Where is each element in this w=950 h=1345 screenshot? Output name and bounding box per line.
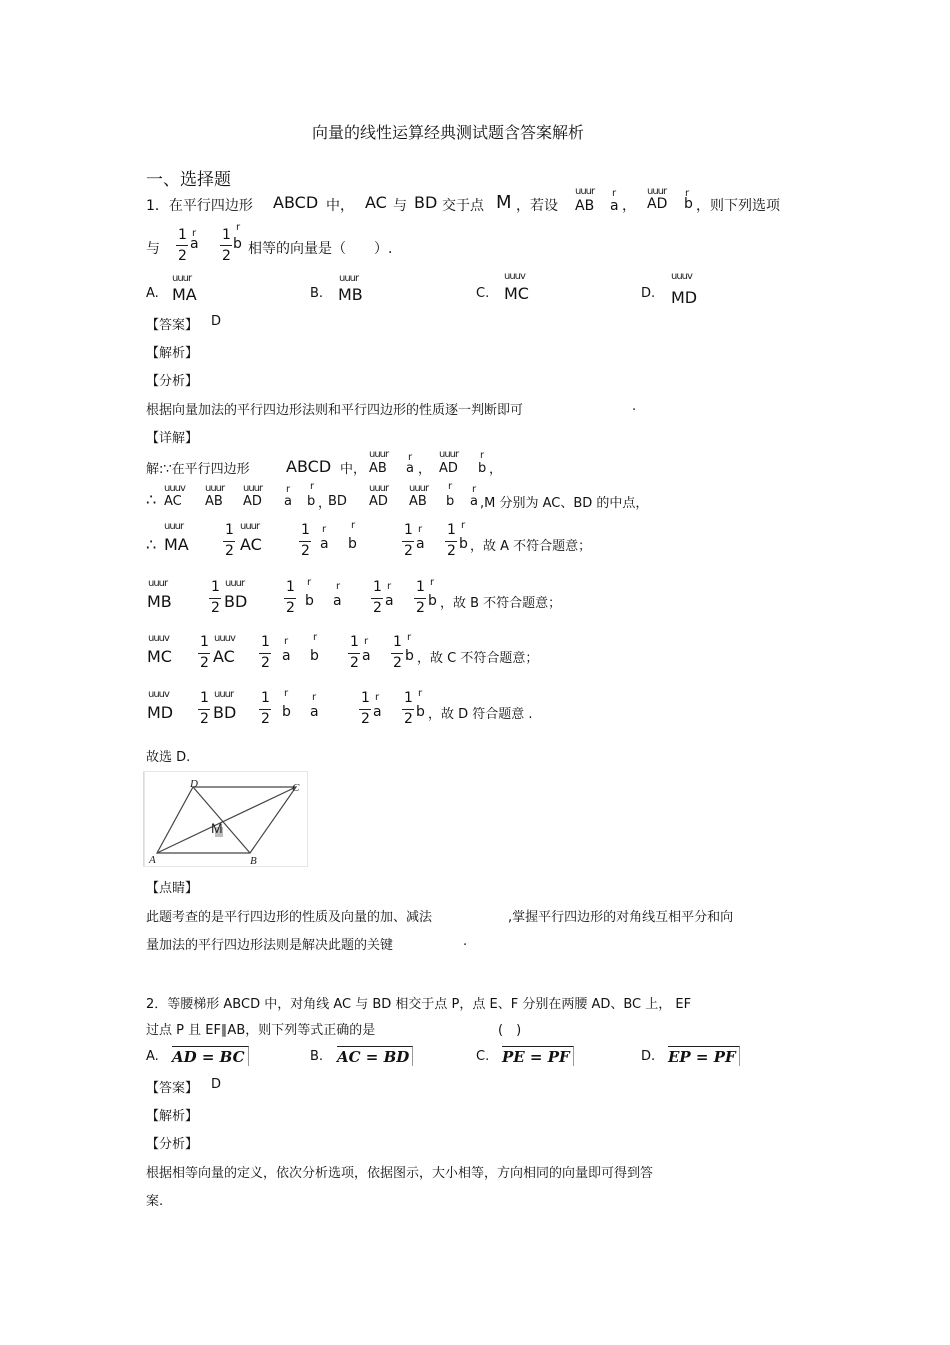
jie-a: a [406,461,414,476]
q1-option-b-value[interactable]: MB [338,285,363,304]
vector-arrow-glyph: r [430,577,434,588]
vector-arrow-glyph: r [322,524,326,535]
vector-arrow-glyph: r [284,636,288,647]
eq-mc: MC [147,647,172,666]
fraction-den: 2 [350,655,359,671]
q2-fenxi-line1: 根据相等向量的定义，依次分析选项，依据图示，大小相等，方向相同的向量即可得到答 [146,1166,654,1181]
fraction-num: 1 [200,634,209,650]
eq-a-3: a [333,593,342,609]
fraction-bar [348,653,360,654]
fraction-num: 1 [393,634,402,650]
q2-option-d-box[interactable] [668,1046,740,1066]
not-a-text: ，故 A 不符合题意； [470,539,592,554]
q1-option-d-value[interactable]: MD [671,288,698,307]
vector-arrow-glyph: r [685,188,689,199]
jie-prefix: 解:∵在平行四边形 [146,462,250,477]
fraction-den: 2 [211,600,220,616]
fraction-bar [402,709,414,710]
fraction-bar [176,245,188,246]
q1-number: 1．在平行四边形 [146,198,253,214]
fraction-bar [223,541,235,542]
q2-option-d-value: EP = PF [668,1048,736,1066]
eq-ac-2: AC [213,647,235,666]
q2-option-a-value: AD = BC [172,1048,245,1066]
fraction-bar [220,245,232,246]
v-a: a [284,494,292,509]
dianjing-line1b: ,掌握平行四边形的对角线互相平分和向 [508,910,734,925]
fraction-bar [259,709,271,710]
fraction-bar [299,541,311,542]
vector-arrow-glyph: uuuv [148,689,169,700]
fit-d-text: ，故 D 符合题意 . [428,707,533,722]
jie-zhong: 中， [340,462,367,477]
vector-arrow-glyph: r [236,222,240,233]
fraction-num: 1 [261,690,270,706]
fraction-bar [209,598,221,599]
fraction-den: 2 [222,248,231,264]
fraction-den: 2 [178,248,187,264]
v-b: b [307,494,316,509]
v-comma: ， [318,496,332,511]
vector-arrow-glyph: r [612,188,616,199]
eq-b-2: b [459,536,468,552]
fenxi-period: . [632,399,637,414]
fraction-num: 1 [373,579,382,595]
q1-line2-b: b [233,236,242,252]
vector-arrow-glyph: uuuv [504,271,525,282]
q1-abcd: ABCD [273,193,319,212]
vector-arrow-glyph: r [310,481,314,492]
therefore-symbol: ∴ [146,490,157,509]
eq-mb: MB [147,592,172,611]
eq-b-6: b [405,648,414,664]
jie-b: b [478,461,487,476]
fraction-num: 1 [301,522,310,538]
dianjing-label: 【点睛】 [146,881,199,896]
eq-a-4: a [385,593,394,609]
fraction-den: 2 [447,543,456,559]
vector-arrow-glyph: r [418,524,422,535]
v-ac: AC [164,494,182,509]
vector-arrow-glyph: uuur [339,273,359,284]
v-a-2: a [470,494,478,509]
dianjing-line2: 量加法的平行四边形法则是解决此题的关键 [146,938,394,953]
vector-arrow-glyph: uuur [214,689,234,700]
vertex-label-a: A [149,854,156,866]
q1-ac: AC [365,193,387,212]
vector-arrow-glyph: uuur [243,483,263,494]
q1-comma: ， [622,198,636,214]
q1-option-a-label[interactable]: A. [146,286,159,301]
q2-line1: 2．等腰梯形 ABCD 中，对角线 AC 与 BD 相交于点 P，点 E、F 分别在两腰 AD、BC 上， EF [146,997,692,1012]
q1-option-b-label[interactable]: B. [310,286,324,301]
vector-arrow-glyph: r [387,581,391,592]
v-ab-2: AB [409,494,427,509]
eq-bd-2: BD [213,703,237,722]
not-c-text: ，故 C 不符合题意； [417,651,539,666]
midpoint-text: ,M 分别为 AC、BD 的中点， [480,496,649,511]
vector-arrow-glyph: r [336,581,340,592]
jiexi-label: 【解析】 [146,346,199,361]
q1-m: M [496,192,512,213]
fraction-num: 1 [447,522,456,538]
vector-arrow-glyph: uuur [575,186,595,197]
fraction-den: 2 [225,543,234,559]
q1-yu: 与 [393,198,407,214]
vector-arrow-glyph: uuur [240,521,260,532]
vector-arrow-glyph: uuur [439,449,459,460]
fraction-num: 1 [225,522,234,538]
q1-zhong: 中， [326,198,354,214]
vector-arrow-glyph: uuuv [148,633,169,644]
diagonal-ac [157,787,296,853]
vector-arrow-glyph: uuur [369,483,389,494]
vector-arrow-glyph: uuur [409,483,429,494]
eq-a-8: a [373,704,382,720]
v-b-2: b [446,494,455,509]
eq-md: MD [147,703,174,722]
eq-a-5: a [282,648,291,664]
eq-bd: BD [224,592,248,611]
v-ab: AB [205,494,223,509]
vector-arrow-glyph: r [364,636,368,647]
q1-tail: ，则下列选项 [696,198,780,214]
eq-b-7: b [282,704,291,720]
q1-line2-yu: 与 [146,241,160,257]
fraction-den: 2 [261,711,270,727]
q1-ruo: ，若设 [516,198,558,214]
vector-arrow-glyph: r [307,577,311,588]
vertex-label-c: C [292,782,300,794]
vector-arrow-glyph: uuur [148,578,168,589]
eq-a: a [320,536,329,552]
vector-arrow-glyph: r [461,520,465,531]
jie-ab: AB [369,461,387,476]
fraction-den: 2 [200,655,209,671]
v-bd: BD [328,494,347,509]
v-ad-2: AD [369,494,388,509]
q1-jiao: 交于点 [442,198,484,214]
parallelogram-figure [143,771,309,867]
page-title: 向量的线性运算经典测试题含答案解析 [312,123,585,142]
q2-answer-label: 【答案】 [146,1081,199,1096]
q1-b: b [684,196,693,212]
fraction-num: 1 [200,690,209,706]
figure-frame [144,772,308,867]
q2-option-b-value: AC = BD [337,1048,410,1066]
guxuan-text: 故选 D. [146,750,191,765]
fraction-num: 1 [261,634,270,650]
vector-arrow-glyph: r [418,688,422,699]
eq-ac: AC [240,535,262,554]
q1-option-a-value[interactable]: MA [172,285,197,304]
fraction-num: 1 [178,227,187,243]
vector-arrow-glyph: uuur [205,483,225,494]
vector-arrow-glyph: uuur [164,521,184,532]
q2-fenxi-label: 【分析】 [146,1137,199,1152]
fraction-bar [445,541,457,542]
fraction-num: 1 [286,579,295,595]
q2-option-a-box[interactable] [172,1046,249,1066]
answer-label: 【答案】 [146,318,199,333]
fraction-den: 2 [286,600,295,616]
q2-line2: 过点 P 且 EF∥AB，则下列等式正确的是 [146,1023,376,1038]
q2-option-c-value: PE = PF [502,1048,570,1066]
q1-line2-a: a [190,236,199,252]
vector-arrow-glyph: r [312,692,316,703]
fraction-bar [198,709,210,710]
vector-arrow-glyph: r [313,632,317,643]
fraction-num: 1 [350,634,359,650]
q1-option-c-label[interactable]: C. [476,286,490,301]
eq-ma: MA [164,535,189,554]
jie-comma: ， [418,462,432,477]
q2-option-d-label[interactable]: D. [641,1049,656,1064]
vertex-label-d: D [190,778,198,790]
eq-b-5: b [310,648,319,664]
q1-ad-vec: AD [647,196,668,212]
center-label-m: M [211,820,223,836]
fraction-den: 2 [361,711,370,727]
xiangjie-label: 【详解】 [146,431,199,446]
vector-arrow-glyph: uuuv [214,633,235,644]
q2-option-a-label[interactable]: A. [146,1049,159,1064]
fraction-num: 1 [404,522,413,538]
fraction-den: 2 [200,711,209,727]
q1-option-c-value[interactable]: MC [504,284,529,303]
fraction-bar [259,653,271,654]
fraction-den: 2 [301,543,310,559]
vector-arrow-glyph: uuur [172,273,192,284]
v-ad: AD [243,494,262,509]
vector-arrow-glyph: r [408,452,412,463]
fraction-bar [371,598,383,599]
fenxi-text: 根据向量加法的平行四边形法则和平行四边形的性质逐一判断即可 [146,403,524,418]
q2-fenxi-line2: 案. [146,1194,164,1209]
section-heading: 一、选择题 [146,170,231,190]
vertex-label-b: B [250,855,257,867]
vector-arrow-glyph: uuur [225,578,245,589]
vector-arrow-glyph: uuur [369,449,389,460]
dianjing-period: . [463,934,468,949]
fraction-num: 1 [404,690,413,706]
q2-paren: ( ) [498,1023,522,1038]
fraction-den: 2 [416,600,425,616]
vector-arrow-glyph: r [472,484,476,495]
jie-comma-2: ， [489,462,503,477]
q2-option-c-box[interactable] [502,1046,574,1066]
vector-arrow-glyph: uuuv [164,483,185,494]
answer-value: D [211,314,222,329]
q2-jiexi-label: 【解析】 [146,1109,199,1124]
q1-line2-tail: 相等的向量是（ ）. [248,241,393,257]
eq-a-6: a [362,648,371,664]
fraction-num: 1 [211,579,220,595]
fraction-den: 2 [261,655,270,671]
q2-answer-value: D [211,1077,222,1092]
fraction-bar [402,541,414,542]
q1-ab-vec: AB [575,198,595,214]
vector-arrow-glyph: r [407,632,411,643]
dianjing-line1: 此题考查的是平行四边形的性质及向量的加、减法 [146,910,433,925]
fraction-bar [284,598,296,599]
vector-arrow-glyph: r [192,228,196,239]
vector-arrow-glyph: r [284,688,288,699]
q1-option-d-label[interactable]: D. [641,286,656,301]
vector-arrow-glyph: r [480,450,484,461]
fraction-den: 2 [404,543,413,559]
fraction-bar [198,653,210,654]
fraction-num: 1 [361,690,370,706]
eq-a-7: a [310,704,319,720]
vector-arrow-glyph: uuuv [671,271,692,282]
fraction-num: 1 [222,227,231,243]
fenxi-label: 【分析】 [146,374,199,389]
eq-b-8: b [416,704,425,720]
q2-option-b-box[interactable] [337,1046,413,1066]
fraction-bar [359,709,371,710]
fraction-num: 1 [416,579,425,595]
vector-arrow-glyph: r [286,484,290,495]
jie-ad: AD [439,461,458,476]
eq-a-2: a [416,536,425,552]
vector-arrow-glyph: r [351,520,355,531]
vector-arrow-glyph: r [375,692,379,703]
therefore-symbol: ∴ [146,535,157,554]
q1-a: a [610,198,619,214]
q2-option-b-label[interactable]: B. [310,1049,324,1064]
not-b-text: ，故 B 不符合题意； [440,596,562,611]
q2-option-c-label[interactable]: C. [476,1049,490,1064]
vector-arrow-glyph: uuur [647,186,667,197]
jie-abcd: ABCD [286,457,332,476]
q1-bd: BD [414,193,438,212]
fraction-den: 2 [404,711,413,727]
fraction-bar [414,598,426,599]
fraction-den: 2 [373,600,382,616]
fraction-den: 2 [393,655,402,671]
eq-b-4: b [428,593,437,609]
eq-b-3: b [305,593,314,609]
eq-b: b [348,536,357,552]
fraction-bar [391,653,403,654]
vector-arrow-glyph: r [448,481,452,492]
